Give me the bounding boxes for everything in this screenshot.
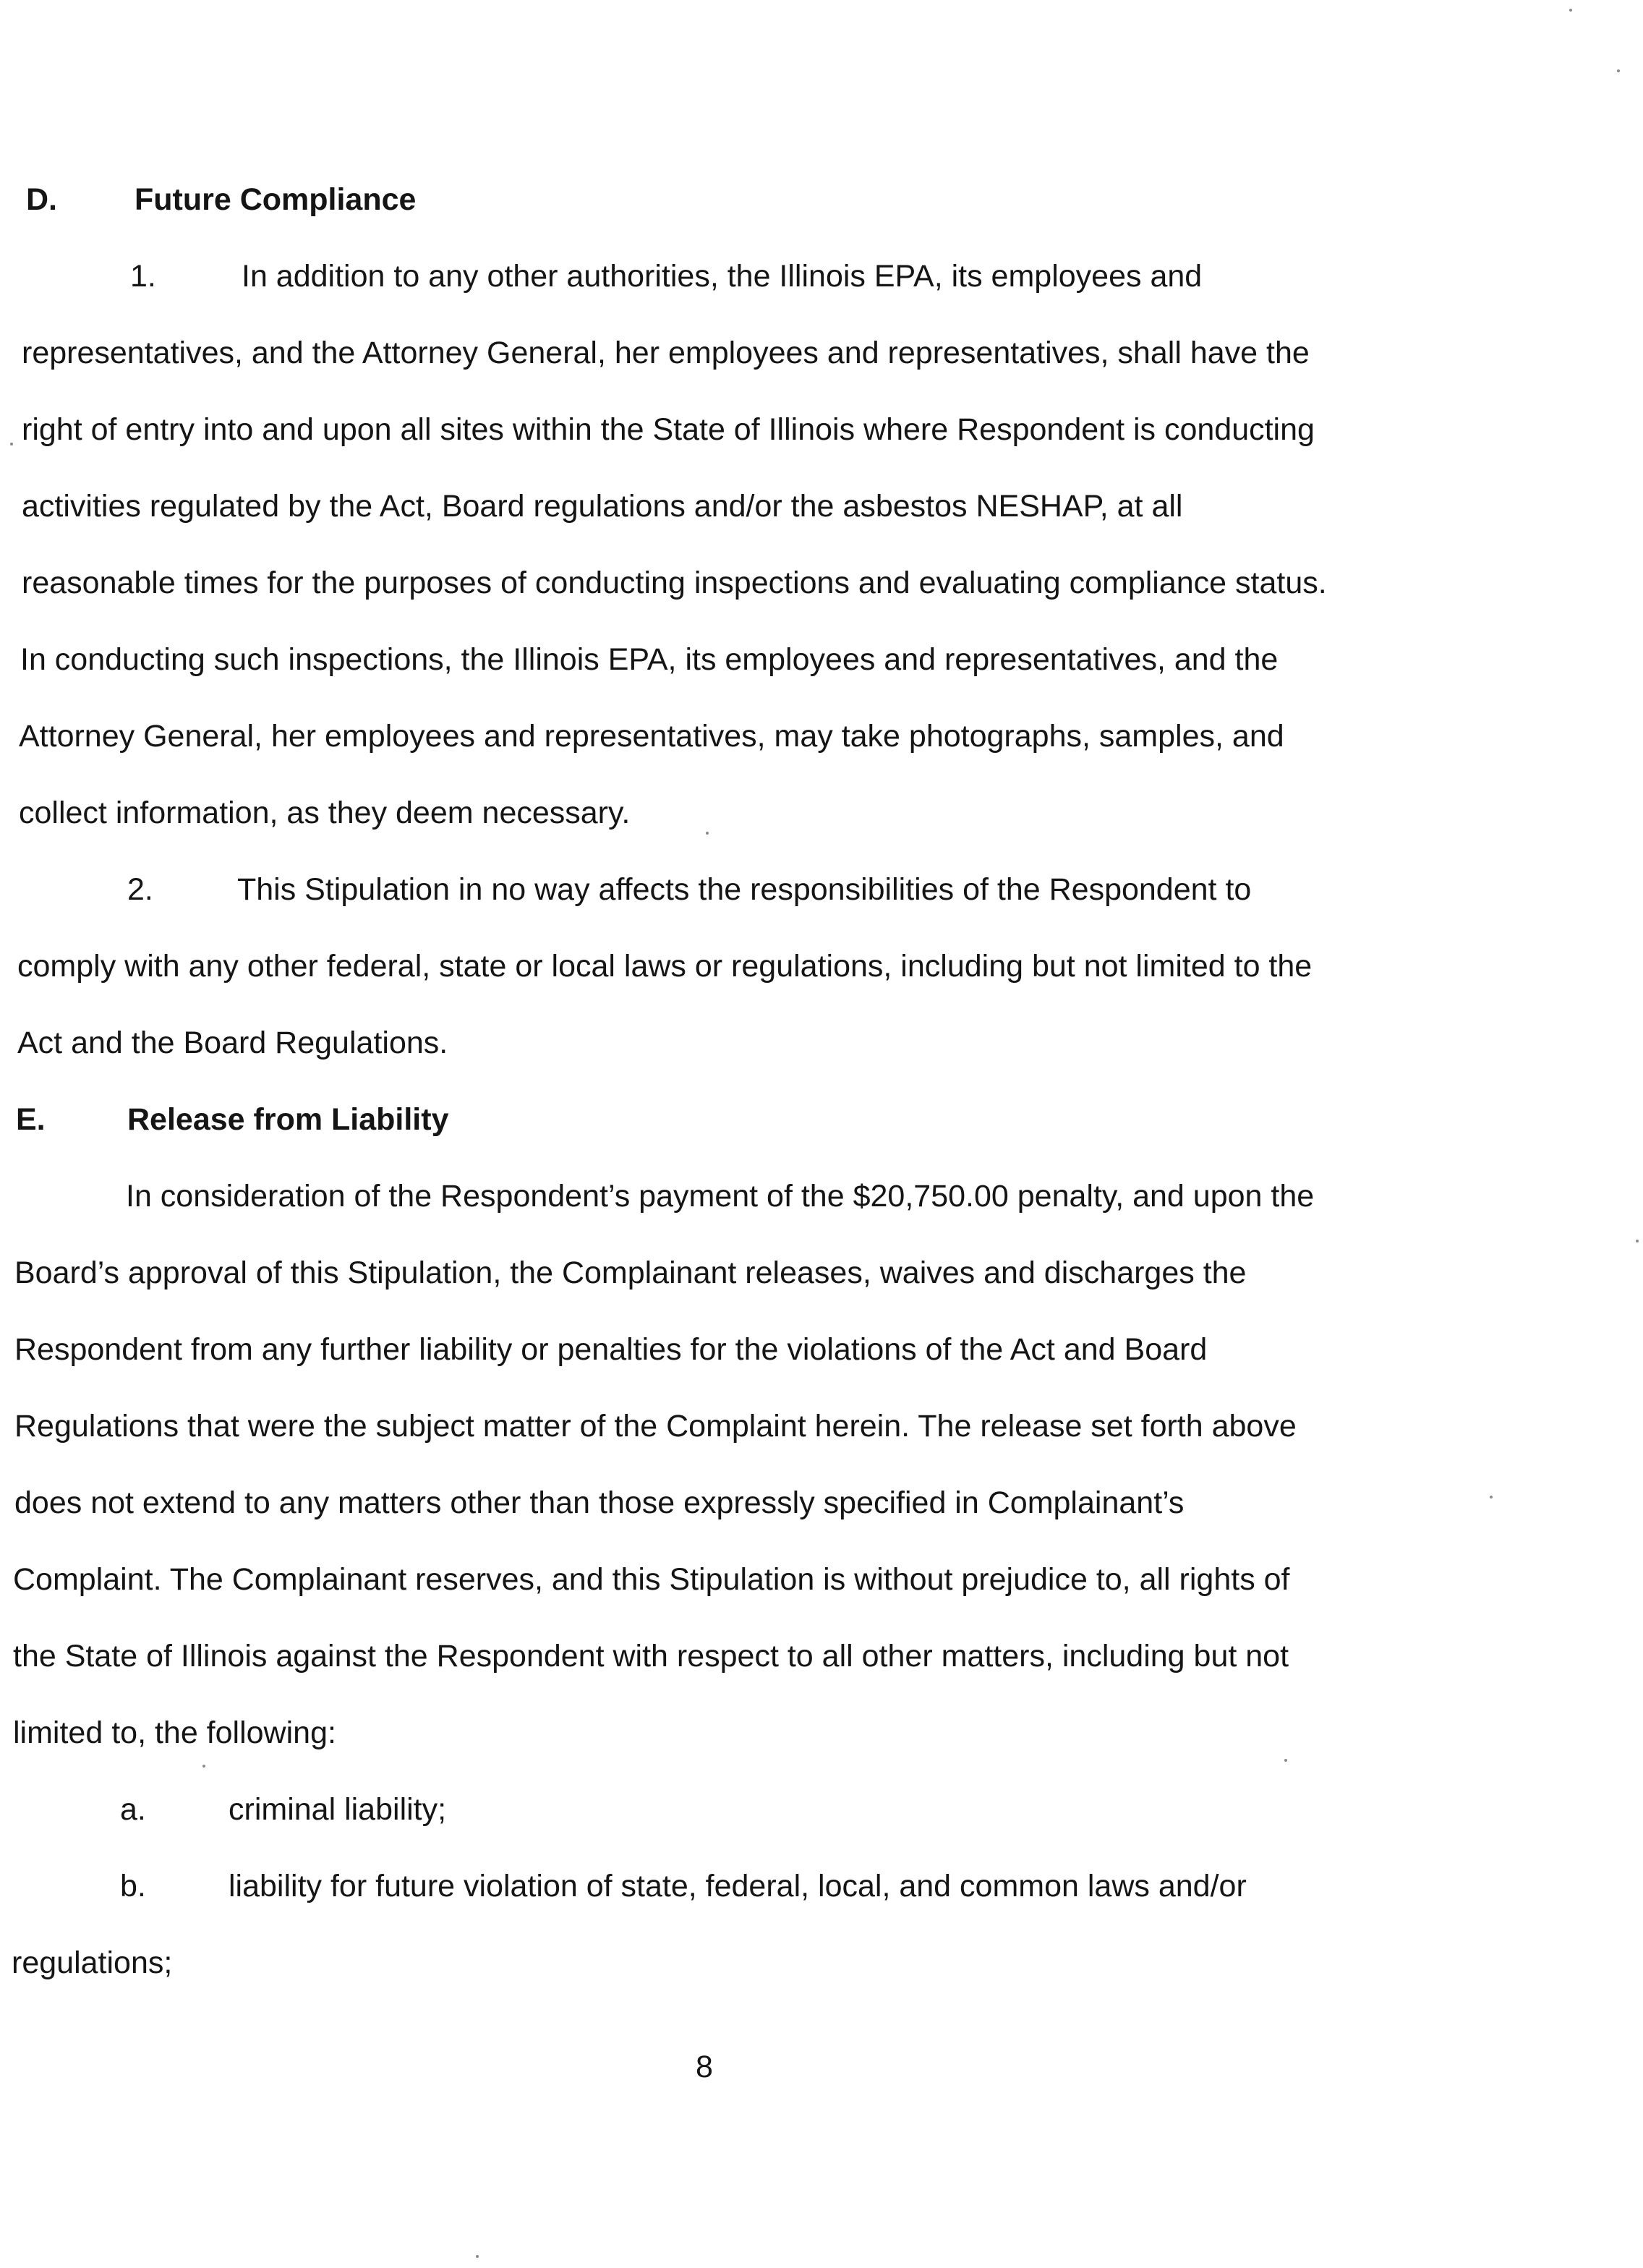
scan-speck (202, 1765, 205, 1768)
paragraph-line: activities regulated by the Act, Board regulations and/or the asbestos NESHAP, at all (22, 489, 1183, 524)
scan-speck (1569, 9, 1572, 12)
paragraph-line: Complaint. The Complainant reserves, and this Stipulation is without prejudice to, all rights of (13, 1562, 1290, 1597)
paragraph-line: reasonable times for the purposes of conducting inspections and evaluating compliance status. (22, 566, 1327, 600)
paragraph-line: collect information, as they deem necessary. (19, 796, 631, 830)
paragraph-line: This Stipulation in no way affects the responsibilities of the Respondent to (237, 872, 1252, 907)
item-1-number: 1. (130, 259, 156, 294)
section-d-letter: D. (26, 182, 57, 217)
paragraph-line: does not extend to any matters other than those expressly specified in Complainant’s (14, 1485, 1185, 1520)
paragraph-line: right of entry into and upon all sites within the State of Illinois where Respondent is conducting (22, 412, 1315, 447)
section-d-title: Future Compliance (135, 182, 417, 217)
paragraph-line: Regulations that were the subject matter of the Complaint herein. The release set forth above (14, 1409, 1297, 1444)
scan-speck (476, 2255, 479, 2258)
paragraph-line: representatives, and the Attorney General, her employees and representatives, shall have the (22, 336, 1310, 370)
paragraph-line: Respondent from any further liability or penalties for the violations of the Act and Board (14, 1332, 1208, 1367)
page-number: 8 (696, 2050, 713, 2084)
item-a-letter: a. (120, 1792, 146, 1827)
paragraph-line: the State of Illinois against the Respondent with respect to all other matters, including but not (13, 1639, 1289, 1674)
paragraph-line: Board’s approval of this Stipulation, the Complainant releases, waives and discharges the (14, 1256, 1247, 1290)
scan-speck (706, 832, 709, 835)
section-e-letter: E. (16, 1102, 46, 1137)
item-b-letter: b. (120, 1869, 146, 1904)
scan-speck (10, 443, 13, 446)
scan-speck (1284, 1759, 1287, 1762)
list-item-text: regulations; (12, 1945, 173, 1980)
paragraph-line: comply with any other federal, state or local laws or regulations, including but not limited to the (17, 949, 1313, 984)
list-item-text: criminal liability; (229, 1792, 447, 1827)
paragraph-line: Attorney General, her employees and representatives, may take photographs, samples, and (19, 719, 1284, 754)
section-e-title: Release from Liability (127, 1102, 449, 1137)
item-2-number: 2. (127, 872, 153, 907)
scan-speck (1636, 1240, 1639, 1242)
paragraph-line: limited to, the following: (13, 1715, 336, 1750)
list-item-text: liability for future violation of state, federal, local, and common laws and/or (229, 1869, 1247, 1904)
paragraph-line: Act and the Board Regulations. (17, 1026, 448, 1060)
scan-speck (1490, 1496, 1493, 1498)
scan-speck (1617, 69, 1620, 72)
paragraph-line: In addition to any other authorities, the Illinois EPA, its employees and (242, 259, 1203, 294)
paragraph-line: In conducting such inspections, the Illinois EPA, its employees and representatives, and the (20, 642, 1279, 677)
paragraph-line: In consideration of the Respondent’s payment of the $20,750.00 penalty, and upon the (126, 1179, 1315, 1214)
